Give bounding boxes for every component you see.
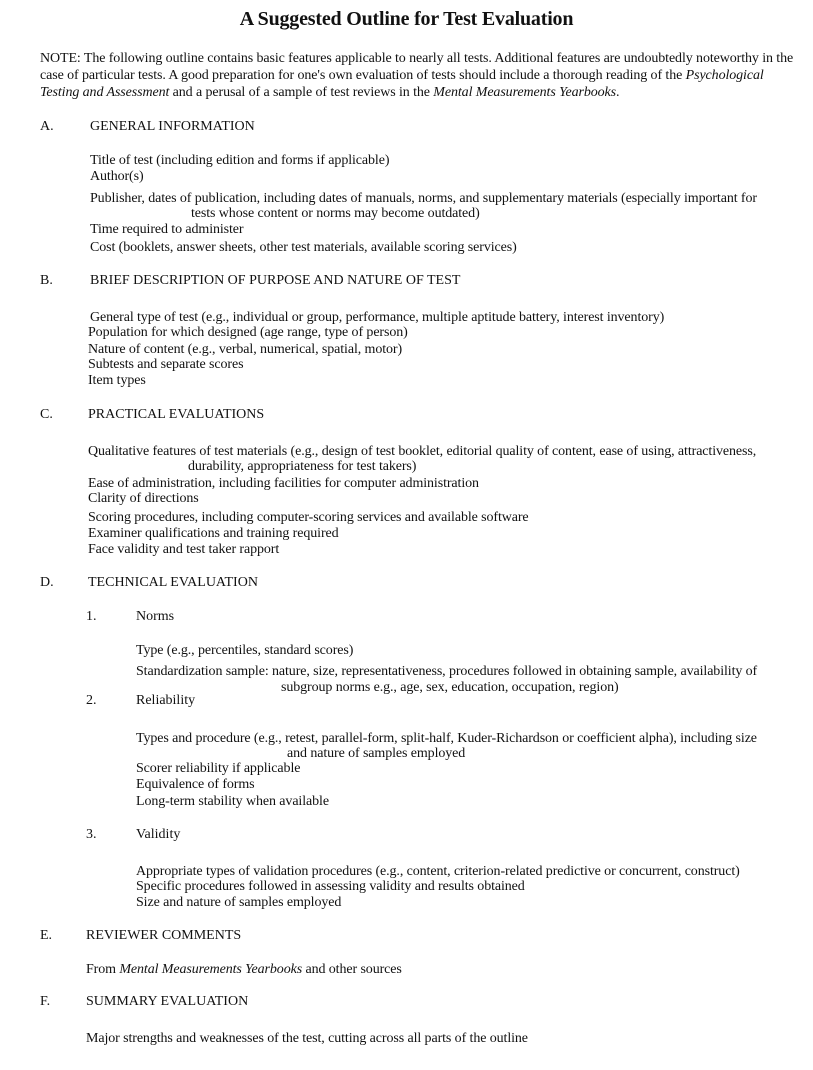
reliability-item: Long-term stability when available — [136, 794, 329, 809]
section-e-item — [86, 962, 402, 978]
subsection-title-reliability: Reliability — [136, 693, 196, 708]
section-b-item: Item types — [88, 373, 146, 388]
subsection-title-norms: Norms — [136, 609, 175, 624]
section-d-title: TECHNICAL EVALUATION — [88, 575, 258, 590]
norms-item: Standardization sample: nature, size, representativeness, procedures followed in obtaining sample, availability of — [136, 664, 758, 679]
section-c-item: Ease of administration, including facilities for computer administration — [88, 476, 479, 491]
section-a-letter: A. — [40, 119, 54, 134]
section-a-item: Cost (booklets, answer sheets, other test materials, available scoring services) — [90, 240, 517, 255]
note-italic-2: Mental Measurements Yearbooks — [433, 85, 617, 100]
reliability-item: Equivalence of forms — [136, 777, 255, 792]
validity-item: Size and nature of samples employed — [136, 895, 342, 910]
section-f-title: SUMMARY EVALUATION — [86, 994, 249, 1009]
section-a-item: Title of test (including edition and forms if applicable) — [90, 153, 390, 168]
section-f-item: Major strengths and weaknesses of the test, cutting across all parts of the outline — [86, 1031, 528, 1046]
page-title: A Suggested Outline for Test Evaluation — [239, 8, 574, 30]
note-text-3: . — [616, 85, 620, 100]
section-c-item: Face validity and test taker rapport — [88, 542, 280, 557]
section-a-title: GENERAL INFORMATION — [90, 119, 255, 134]
section-e-italic: Mental Measurements Yearbooks — [119, 962, 303, 977]
section-b-item: Nature of content (e.g., verbal, numerical, spatial, motor) — [88, 342, 403, 357]
section-c-title: PRACTICAL EVALUATIONS — [88, 407, 265, 422]
section-b-item: Population for which designed (age range, type of person) — [88, 325, 408, 340]
section-c-item: Clarity of directions — [88, 491, 199, 506]
norms-item: Type (e.g., percentiles, standard scores) — [136, 643, 354, 658]
section-f-letter: F. — [40, 994, 51, 1009]
subsection-number: 1. — [86, 609, 97, 624]
reliability-item: Types and procedure (e.g., retest, parallel-form, split-half, Kuder-Richardson or coefficient alpha), including size — [136, 731, 757, 746]
section-e-letter: E. — [40, 928, 53, 943]
section-c-item: Qualitative features of test materials (e.g., design of test booklet, editorial quality of content, ease of using, attractiveness, — [88, 444, 757, 459]
validity-item: Appropriate types of validation procedures (e.g., content, criterion-related predictive or concurrent, construct) — [136, 864, 740, 879]
note-italic-1: Psychological Testing and Assessment — [40, 68, 764, 100]
section-b-item: Subtests and separate scores — [88, 357, 244, 372]
norms-item: subgroup norms e.g., age, sex, education, occupation, region) — [281, 680, 619, 695]
subsection-number: 2. — [86, 693, 97, 708]
reliability-item: Scorer reliability if applicable — [136, 761, 301, 776]
section-a-item: Author(s) — [90, 169, 144, 184]
section-b-title: BRIEF DESCRIPTION OF PURPOSE AND NATURE OF TEST — [90, 273, 461, 288]
section-c-item: Scoring procedures, including computer-scoring services and available software — [88, 510, 529, 525]
section-a-item: tests whose content or norms may become outdated) — [191, 206, 480, 221]
section-c-letter: C. — [40, 407, 53, 422]
section-b-letter: B. — [40, 273, 53, 288]
section-c-item: durability, appropriateness for test takers) — [188, 459, 417, 474]
section-c-item: Examiner qualifications and training required — [88, 526, 339, 541]
note-paragraph — [40, 50, 800, 101]
note-text-2: and a perusal of a sample of test reviews in the — [169, 85, 434, 100]
section-a-item: Time required to administer — [90, 222, 244, 237]
section-e-title: REVIEWER COMMENTS — [86, 928, 242, 943]
subsection-title-validity: Validity — [136, 827, 181, 842]
note-text-1: NOTE: The following outline contains basic features applicable to nearly all tests. Additional features are undoubtedly noteworthy in the case of particular tests. A good preparation for one's own evaluation of tests should include a thorough reading of the — [40, 51, 794, 83]
subsection-number: 3. — [86, 827, 97, 842]
section-b-item: General type of test (e.g., individual or group, performance, multiple aptitude battery, interest inventory) — [90, 310, 665, 325]
section-a-item: Publisher, dates of publication, including dates of manuals, norms, and supplementary materials (especially important for — [90, 191, 757, 206]
section-d-letter: D. — [40, 575, 54, 590]
section-e-pre: From — [86, 962, 120, 977]
section-e-post: and other sources — [302, 962, 402, 977]
reliability-item: and nature of samples employed — [287, 746, 466, 761]
validity-item: Specific procedures followed in assessing validity and results obtained — [136, 879, 525, 894]
